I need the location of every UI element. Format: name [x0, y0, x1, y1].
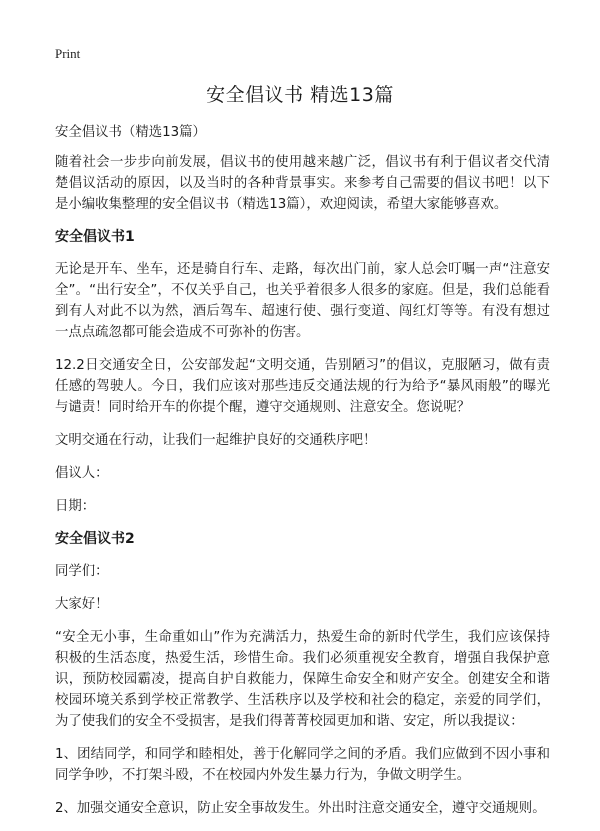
- document-subtitle: 安全倡议书（精选13篇）: [55, 125, 206, 140]
- date-line: 日期：: [55, 499, 96, 514]
- list-item-1: 1、团结同学，和同学和睦相处，善于化解同学之间的矛盾。我们应做到不因小事和同学争吵，不打架斗殴，不在校园内外发生暴力行为，争做文明学生。: [55, 747, 550, 783]
- section1-paragraph-1: 无论是开车、坐车，还是骑自行车、走路，每次出门前，家人总会叮嘱一声“注意安全”。“出行安全”，不仅关乎自己，也关乎着很多人很多的家庭。但是，我们总能看到有人对此不以为然，酒后驾车、超速行使、强行变道、闯红灯等等。有没有想过一点点疏忽都可能会造成不可弥补的伤害。: [55, 262, 550, 340]
- greeting-classmates: 同学们：: [55, 564, 109, 579]
- list-item-2: 2、加强交通安全意识，防止安全事故发生。外出时注意交通安全，遵守交通规则。: [55, 801, 546, 816]
- greeting-hello: 大家好！: [55, 597, 109, 612]
- document-body: [55, 122, 550, 831]
- section-heading-2: 安全倡议书2: [55, 531, 135, 547]
- page-title: 安全倡议书 精选13篇: [206, 84, 394, 106]
- section2-paragraph-1: “安全无小事，生命重如山”作为充满活力，热爱生命的新时代学生，我们应该保持积极的生活态度，热爱生活，珍惜生命。我们必须重视安全教育，增强自我保护意识，预防校园霸凌，提高自护自救能力，保障生命安全和财产安全。创建安全和谐校园环境关系到学校正常教学、生活秩序以及学校和社会的稳定，亲爱的同学们，为了使我们的安全不受损害，是我们得菁菁校园更加和谐、安定，所以我提议：: [55, 630, 550, 729]
- section1-paragraph-3: 文明交通在行动，让我们一起维护良好的交通秩序吧！: [55, 433, 377, 448]
- signer-line: 倡议人：: [55, 466, 109, 481]
- intro-paragraph: 随着社会一步步向前发展，倡议书的使用越来越广泛，倡议书有利于倡议者交代清楚倡议活动的原因，以及当时的各种背景事实。来参考自己需要的倡议书吧！以下是小编收集整理的安全倡议书（精选13篇），欢迎阅读，希望大家能够喜欢。: [55, 155, 550, 212]
- print-link[interactable]: Print: [55, 46, 81, 61]
- section1-paragraph-2: 12.2日交通安全日，公安部发起“文明交通，告别陋习”的倡议，克服陋习，做有责任感的驾驶人。今日，我们应该对那些违反交通法规的行为给予“暴风雨般”的曝光与谴责！同时给开车的你提个醒，遵守交通规则、注意安全。您说呢？: [55, 358, 550, 415]
- section-heading-1: 安全倡议书1: [55, 229, 135, 245]
